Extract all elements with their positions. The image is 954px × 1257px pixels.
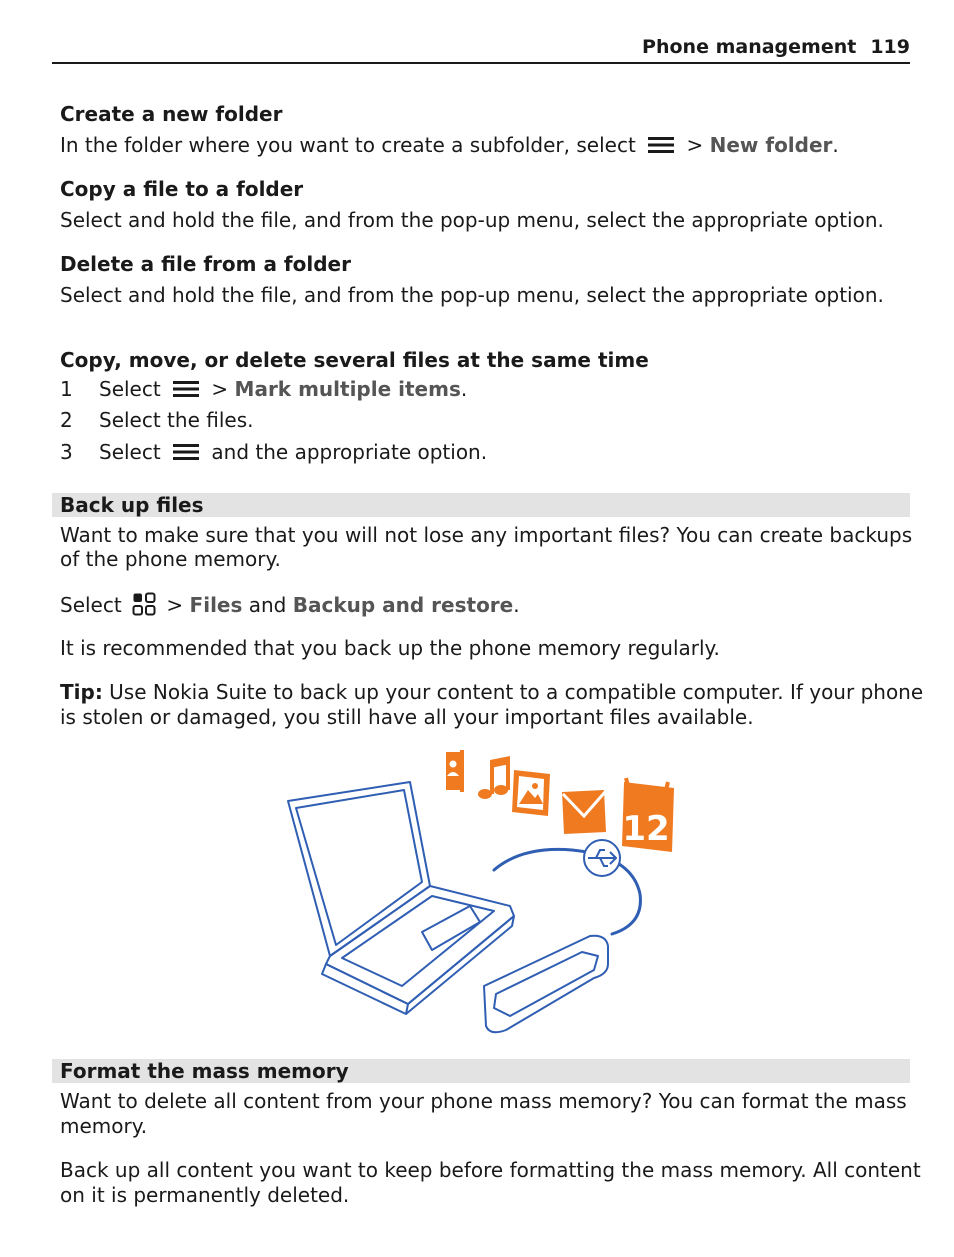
create-folder-text: In the folder where you want to create a subfolder, select > New folder.	[60, 133, 839, 157]
phone-illustration	[484, 936, 608, 1033]
menu-icon	[173, 380, 199, 398]
backup-heading: Back up files	[60, 493, 204, 517]
format-intro-line2: memory.	[60, 1114, 148, 1138]
backup-tip-line1: Tip: Use Nokia Suite to back up your content to a compatible computer. If your phone	[60, 680, 924, 704]
mark-multiple-option: Mark multiple items	[234, 377, 461, 401]
step-number: 1	[60, 377, 73, 401]
copy-file-text: Select and hold the file, and from the pop-up menu, select the appropriate option.	[60, 208, 884, 232]
format-intro-line1: Want to delete all content from your phone mass memory? You can format the mass	[60, 1089, 907, 1113]
step-3: Select and the appropriate option.	[99, 440, 488, 464]
backup-intro-line1: Want to make sure that you will not lose any important files? You can create backups	[60, 523, 913, 547]
calendar-icon	[622, 778, 674, 852]
create-folder-heading: Create a new folder	[60, 102, 283, 126]
backup-select-path: Select > Files and Backup and restore.	[60, 593, 520, 617]
music-icon	[478, 756, 510, 799]
section-band-format	[52, 1059, 910, 1083]
delete-file-heading: Delete a file from a folder	[60, 252, 351, 276]
step-2: Select the files.	[99, 408, 254, 432]
backup-recommendation: It is recommended that you back up the phone memory regularly.	[60, 636, 720, 660]
copy-file-heading: Copy a file to a folder	[60, 177, 304, 201]
backup-restore-option: Backup and restore	[292, 593, 514, 617]
applications-icon	[132, 592, 156, 616]
page-header	[52, 36, 910, 64]
backup-illustration	[282, 746, 682, 1036]
menu-icon	[648, 136, 674, 154]
menu-icon	[173, 443, 199, 461]
multi-files-heading: Copy, move, or delete several files at the same time	[60, 348, 649, 372]
step-number: 3	[60, 440, 73, 464]
files-option: Files	[189, 593, 243, 617]
new-folder-option: New folder	[709, 133, 833, 157]
format-warning-line2: on it is permanently deleted.	[60, 1183, 350, 1207]
format-heading: Format the mass memory	[60, 1059, 349, 1083]
format-warning-line1: Back up all content you want to keep before formatting the mass memory. All content	[60, 1158, 921, 1182]
photo-icon	[512, 770, 550, 816]
calendar-day: 12	[622, 809, 670, 849]
contacts-icon	[446, 750, 464, 792]
tip-label: Tip:	[60, 680, 103, 704]
backup-tip-line2: is stolen or damaged, you still have all your important files available.	[60, 705, 754, 729]
mail-icon	[562, 790, 606, 834]
backup-intro-line2: of the phone memory.	[60, 547, 281, 571]
step-1: Select > Mark multiple items.	[99, 377, 468, 401]
delete-file-text: Select and hold the file, and from the pop-up menu, select the appropriate option.	[60, 283, 884, 307]
step-number: 2	[60, 408, 73, 432]
page-number: 119	[870, 36, 910, 58]
section-band-backup	[52, 493, 910, 517]
laptop-illustration	[288, 782, 514, 1014]
header-title: Phone management	[642, 36, 857, 58]
usb-icon	[584, 840, 620, 876]
